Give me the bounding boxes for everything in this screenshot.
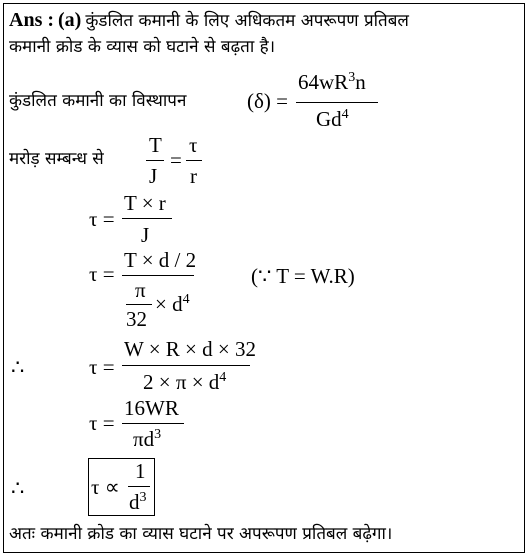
- torsion-text: मरोड़ सम्बन्ध से: [9, 149, 104, 169]
- step4-denominator: $\pi d^3$: [133, 427, 162, 451]
- conclusion-text: अतः कमानी क्रोड का व्यास घटाने पर अपरूपण प्रतिबल बढ़ेगा।: [9, 524, 393, 544]
- step2-32: 32: [126, 307, 147, 331]
- answer-line1: कुंडलित कमानी के लिए अधिकतम अपरूपण प्रतिबल: [85, 11, 409, 31]
- torsion-J: J: [149, 164, 158, 188]
- step3-numerator: W × R × d × 32: [124, 337, 256, 361]
- torsion-tau: τ: [189, 133, 198, 157]
- deflection-fraction-bar: [296, 102, 378, 103]
- step3-denominator: $2 \times \pi \times d^4$: [143, 370, 227, 394]
- torsion-bar-left: [146, 160, 164, 161]
- answer-label: Ans :: [9, 9, 55, 31]
- step4-bar: [122, 423, 184, 424]
- deflection-text: कुंडलित कमानी का विस्थापन: [9, 91, 187, 111]
- step4-lhs: τ =: [89, 411, 115, 435]
- step2-bar: [122, 275, 194, 276]
- step2-pi: π: [135, 278, 146, 302]
- deflection-lhs: (δ) =: [247, 89, 288, 113]
- torsion-T: T: [149, 133, 162, 157]
- result-therefore: ∴: [11, 476, 25, 500]
- step3-bar: [122, 365, 250, 366]
- step1-lhs: τ =: [89, 207, 115, 231]
- step2-pi-bar: [126, 304, 152, 305]
- step3-lhs: τ =: [89, 355, 115, 379]
- result-numerator: 1: [135, 459, 146, 483]
- result-bar: [128, 486, 150, 487]
- step2-den-rest: × $d^4$: [155, 292, 190, 316]
- answer-part: (a): [58, 9, 82, 31]
- answer-heading: [9, 10, 409, 30]
- result-denominator: $d^3$: [129, 490, 147, 514]
- step1-bar: [122, 218, 172, 219]
- step1-denominator: J: [141, 223, 150, 247]
- step3-therefore: ∴: [11, 355, 25, 379]
- torsion-equals: =: [170, 148, 182, 172]
- step1-numerator: T × r: [124, 191, 166, 215]
- torsion-r: r: [190, 164, 197, 188]
- step2-lhs: τ =: [89, 262, 115, 286]
- step2-numerator: T × d / 2: [124, 248, 197, 272]
- deflection-denominator: Gd$^4$: [316, 107, 349, 131]
- deflection-numerator: $64wR^3n$: [298, 70, 366, 94]
- torsion-bar-right: [186, 160, 202, 161]
- step2-note: (∵ T = W.R): [251, 264, 355, 288]
- step4-numerator: 16WR: [124, 396, 179, 420]
- answer-line2: कमानी क्रोड के व्यास को घटाने से बढ़ता है।: [9, 37, 276, 57]
- result-lhs: τ ∝: [91, 475, 120, 499]
